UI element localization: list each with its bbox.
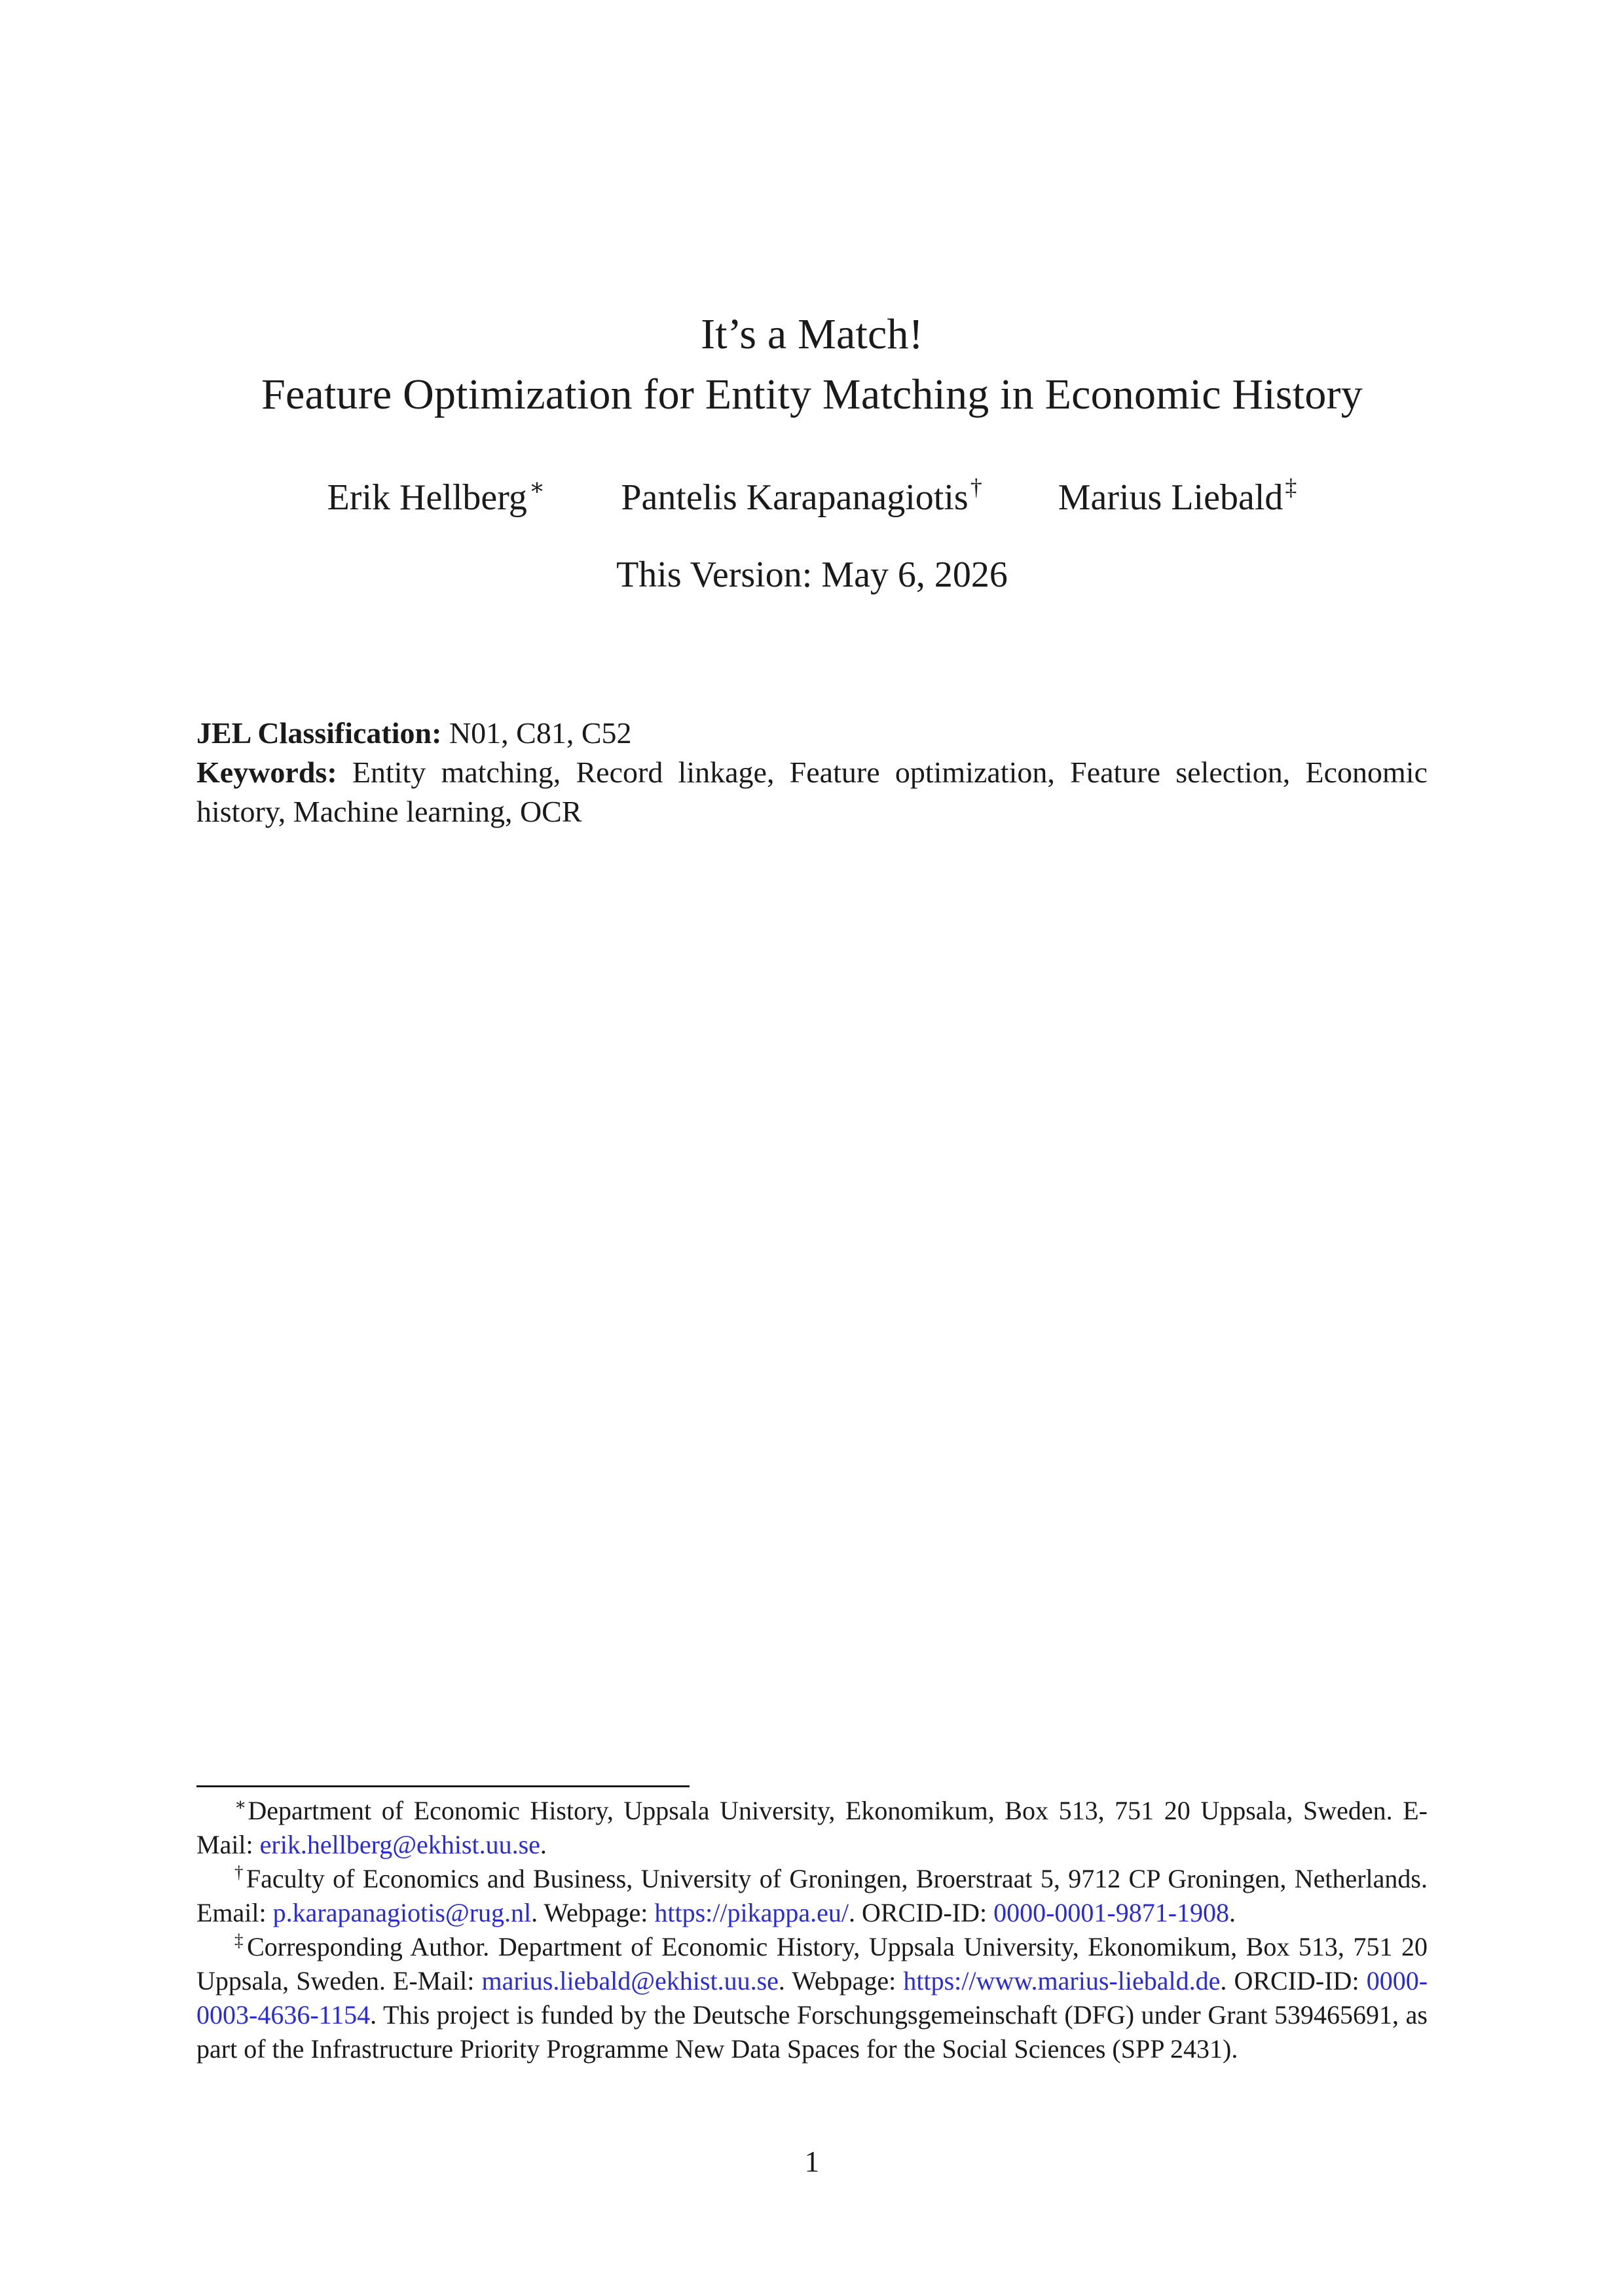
footnote-text: . ORCID-ID: [1220,1966,1367,1995]
footnote-text: Department of Economic History, Uppsala University, Ekonomikum, Box 513, 751 20 Uppsala, Sweden. E-Mail: [196,1796,1428,1859]
footnote-text: Faculty of Economics and Business, University of Groningen, Broerstraat 5, 9712 CP Groningen, Netherlands. Email: [196,1864,1428,1927]
footnote-mark[interactable]: † [970,474,982,500]
footnote-1 [196,1794,1428,1862]
footnote-text: . ORCID-ID: [848,1898,994,1927]
orcid-link[interactable]: 0000-0003-4636-1154 [196,1966,1428,2030]
footnote-mark: † [234,1863,245,1882]
title-line-1: It’s a Match! [701,310,923,358]
keywords-label: Keywords: [196,756,337,789]
jel-value: N01, C81, C52 [449,716,632,750]
author-name: Marius Liebald [1058,477,1283,518]
author-list [0,471,1624,524]
footnote-mark: ‡ [234,1931,246,1950]
orcid-link[interactable]: 0000-0001-9871-1908 [993,1898,1230,1927]
author-name: Erik Hellberg [327,477,527,518]
footnote-mark[interactable]: ‡ [1285,474,1297,500]
footnote-divider [196,1785,690,1787]
webpage-link[interactable]: https://pikappa.eu/ [654,1898,849,1927]
webpage-link[interactable]: https://www.marius-liebald.de [903,1966,1221,1995]
author-karapanagiotis [621,471,982,524]
paper-metadata [196,714,1428,831]
footnotes [196,1794,1428,2066]
footnote-text: . Webpage: [778,1966,904,1995]
email-link[interactable]: p.karapanagiotis@rug.nl [272,1898,532,1927]
paper-title [0,304,1624,425]
author-name: Pantelis Karapanagiotis [621,477,969,518]
footnote-text: . This project is funded by the Deutsche Forschungsgemeinschaft (DFG) under Grant 539465691, as part of the Infrastructure Priority Programme New Data Spaces for the Social Sciences (SPP 2431). [196,2000,1428,2064]
email-link[interactable]: erik.hellberg@ekhist.uu.se [259,1830,540,1859]
jel-label: JEL Classification: [196,716,442,750]
footnote-3 [196,1930,1428,2066]
keywords-value: Entity matching, Record linkage, Feature optimization, Feature selection, Economic history, Machine learning, OCR [196,756,1428,828]
keywords [196,753,1428,831]
footnote-2 [196,1862,1428,1930]
title-line-2: Feature Optimization for Entity Matching in Economic History [261,371,1363,418]
page-number: 1 [804,2145,820,2178]
email-link[interactable]: marius.liebald@ekhist.uu.se [481,1966,779,1995]
footnote-text: . [1229,1898,1236,1927]
jel-classification [196,714,1428,753]
footnote-text: . [540,1830,547,1859]
author-hellberg [327,471,545,524]
version-date: This Version: May 6, 2026 [616,555,1008,595]
author-liebald [1058,471,1297,524]
footnote-mark: ∗ [234,1795,247,1814]
footnote-text: Corresponding Author. Department of Economic History, Uppsala University, Ekonomikum, Box 513, 751 20 Uppsala, Sweden. E-Mail: [196,1932,1428,1995]
footnote-text: . Webpage: [531,1898,655,1927]
footnote-mark[interactable]: ∗ [528,474,545,500]
